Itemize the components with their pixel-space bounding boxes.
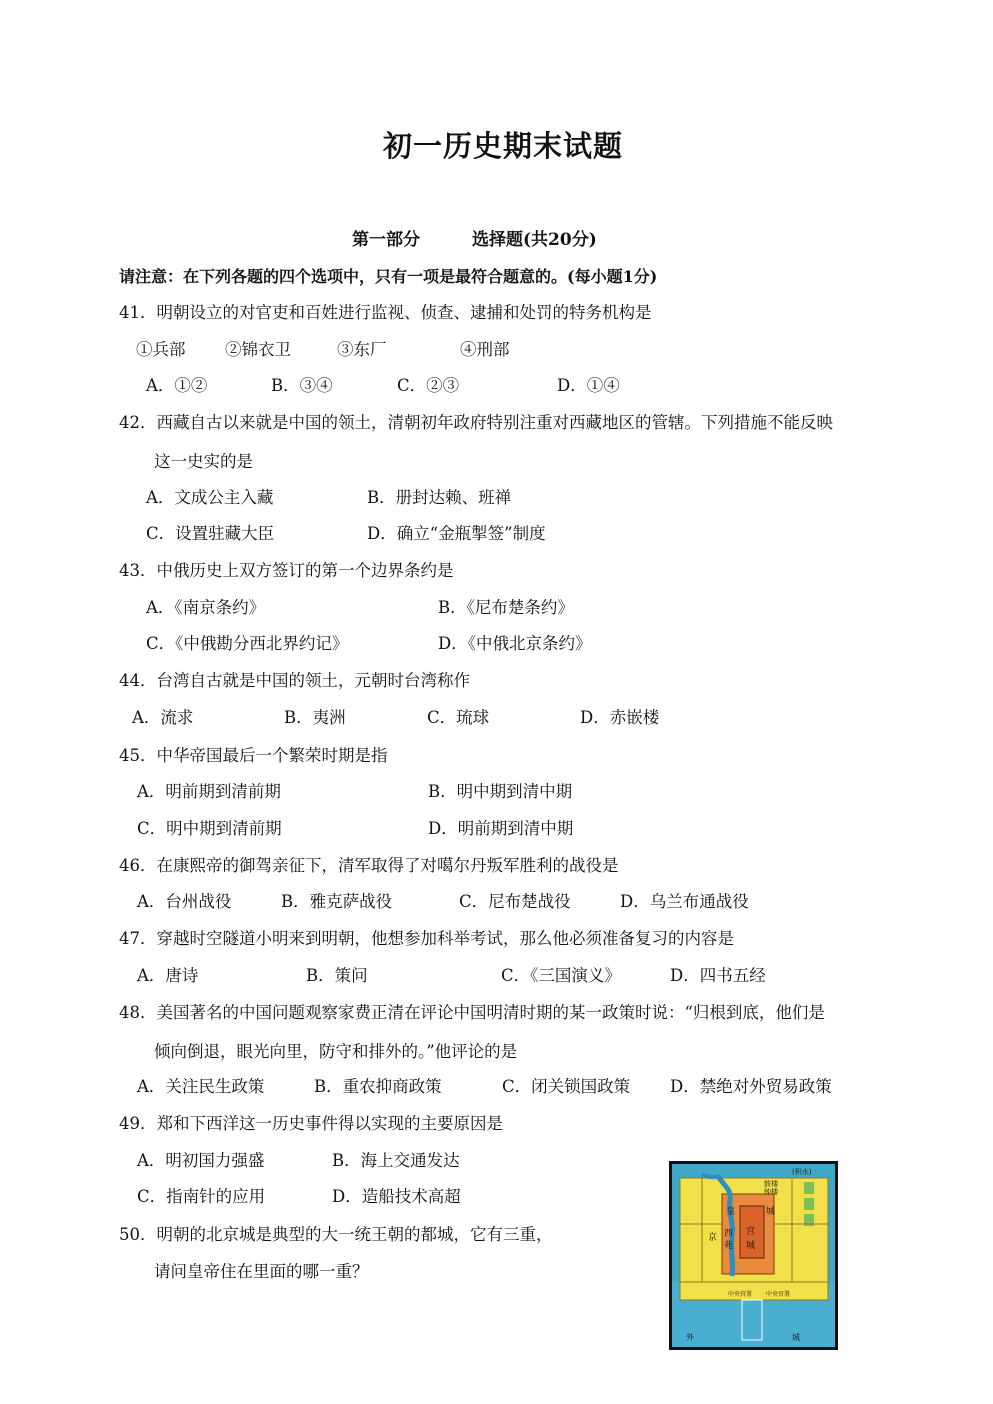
map-label-office-2: 中央官署 [766, 1291, 791, 1298]
q43-option-a: A．《南京条约》 [146, 598, 266, 617]
q44-option-d: D．赤嵌楼 [580, 708, 660, 727]
q49-option-d: D．造船技术高超 [332, 1187, 461, 1206]
q48-option-a: A．关注民生政策 [137, 1077, 265, 1096]
q41-item-2: ②锦衣卫 [225, 340, 291, 359]
map-label-yuan: 苑 [724, 1241, 734, 1251]
question-50-cont: 请问皇帝住在里面的哪一重？ [154, 1262, 369, 1281]
map-label-gong: 宫 [746, 1227, 756, 1237]
q45-option-c: C．明中期到清前期 [137, 819, 282, 838]
part-label: 第一部分 [352, 230, 420, 250]
q42-option-a: A．文成公主入藏 [146, 488, 274, 507]
page-title: 初一历史期末试题 [383, 129, 624, 163]
q42-option-c: C．设置驻藏大臣 [146, 524, 275, 543]
map-label-cheng3: 城 [792, 1333, 800, 1342]
green-block-2 [804, 1198, 814, 1210]
map-label-huang: 皇 [726, 1207, 736, 1217]
q47-option-b: B．策问 [306, 966, 368, 985]
q47-option-a: A．唐诗 [137, 966, 199, 985]
beijing-map-svg [672, 1164, 835, 1347]
question-50: 50．明朝的北京城是典型的大一统王朝的都城，它有三重， [119, 1225, 553, 1244]
q48-option-d: D．禁绝对外贸易政策 [670, 1077, 832, 1096]
question-46: 46．在康熙帝的御驾亲征下，清军取得了对噶尔丹叛军胜利的战役是 [119, 856, 619, 875]
q41-option-b: B．③④ [271, 376, 333, 395]
q41-option-d: D．①④ [557, 376, 620, 395]
q49-option-a: A．明初国力强盛 [137, 1151, 265, 1170]
q41-option-a: A．①② [146, 376, 208, 395]
q44-option-b: B．夷洲 [284, 708, 346, 727]
q45-option-a: A．明前期到清前期 [137, 782, 281, 801]
q44-option-c: C．琉球 [427, 708, 490, 727]
q49-option-c: C．指南针的应用 [137, 1187, 266, 1206]
map-label-xi: 西 [724, 1229, 734, 1239]
question-43: 43．中俄历史上双方签订的第一个边界条约是 [119, 561, 454, 580]
question-48: 48．美国著名的中国问题观察家费正清在评论中国明清时期的某一政策时说：“归根到底，他们是 [119, 1003, 825, 1022]
q45-option-b: B．明中期到清中期 [428, 782, 573, 801]
map-label-wai: 外 [686, 1333, 694, 1342]
map-label-water: (积水) [792, 1168, 812, 1176]
q42-option-b: B．册封达赖、班禅 [367, 488, 512, 507]
q46-option-b: B．雅克萨战役 [281, 892, 393, 911]
part-section: 选择题(共20分) [472, 230, 597, 250]
q43-option-c: C．《中俄勘分西北界约记》 [146, 634, 349, 653]
q41-item-4: ④刑部 [460, 340, 510, 359]
question-42: 42．西藏自古以来就是中国的领土，清朝初年政府特别注重对西藏地区的管辖。下列措施不能反映 [119, 413, 833, 432]
question-41: 41．明朝设立的对官吏和百姓进行监视、侦查、逮捕和处罚的特务机构是 [119, 303, 652, 322]
green-block-1 [804, 1182, 814, 1194]
map-label-cheng2: 城 [746, 1241, 756, 1251]
question-47: 47．穿越时空隧道小明来到明朝，他想参加科举考试，那么他必须准备复习的内容是 [119, 929, 734, 948]
map-label-jing: 京 [708, 1233, 718, 1243]
beijing-map-figure [669, 1161, 838, 1350]
q48-option-b: B．重农抑商政策 [314, 1077, 442, 1096]
q43-option-d: D．《中俄北京条约》 [438, 634, 592, 653]
q48-option-c: C．闭关锁国政策 [502, 1077, 631, 1096]
q46-option-d: D．乌兰布通战役 [620, 892, 749, 911]
q41-option-c: C．②③ [397, 376, 460, 395]
q47-option-c: C．《三国演义》 [501, 966, 621, 985]
question-49: 49．郑和下西洋这一历史事件得以实现的主要原因是 [119, 1114, 503, 1133]
q42-option-d: D．确立“金瓶掣签”制度 [367, 524, 546, 543]
south-avenue [742, 1300, 762, 1340]
q45-option-d: D．明前期到清中期 [428, 819, 574, 838]
waterway-north [702, 1174, 720, 1177]
map-label-bell-tower: 钟楼 [764, 1188, 778, 1196]
map-label-drum-tower: 鼓楼 [764, 1180, 778, 1188]
question-44: 44．台湾自古就是中国的领土，元朝时台湾称作 [119, 671, 470, 690]
q46-option-c: C．尼布楚战役 [459, 892, 571, 911]
q46-option-a: A．台州战役 [137, 892, 232, 911]
question-48-cont: 倾向倒退，眼光向里，防守和排外的。”他评论的是 [154, 1042, 518, 1061]
q41-item-3: ③东厂 [337, 340, 387, 359]
question-45: 45．中华帝国最后一个繁荣时期是指 [119, 746, 388, 765]
map-label-cheng1: 城 [766, 1207, 776, 1217]
q41-item-1: ①兵部 [136, 340, 186, 359]
south-district [680, 1282, 828, 1300]
instructions-note: 请注意：在下列各题的四个选项中，只有一项是最符合题意的。(每小题1分) [119, 267, 658, 286]
question-42-cont: 这一史实的是 [154, 452, 253, 471]
q43-option-b: B．《尼布楚条约》 [438, 598, 574, 617]
q44-option-a: A．流求 [132, 708, 194, 727]
q49-option-b: B．海上交通发达 [332, 1151, 460, 1170]
map-label-office-1: 中央官署 [728, 1291, 753, 1298]
q47-option-d: D．四书五经 [670, 966, 766, 985]
